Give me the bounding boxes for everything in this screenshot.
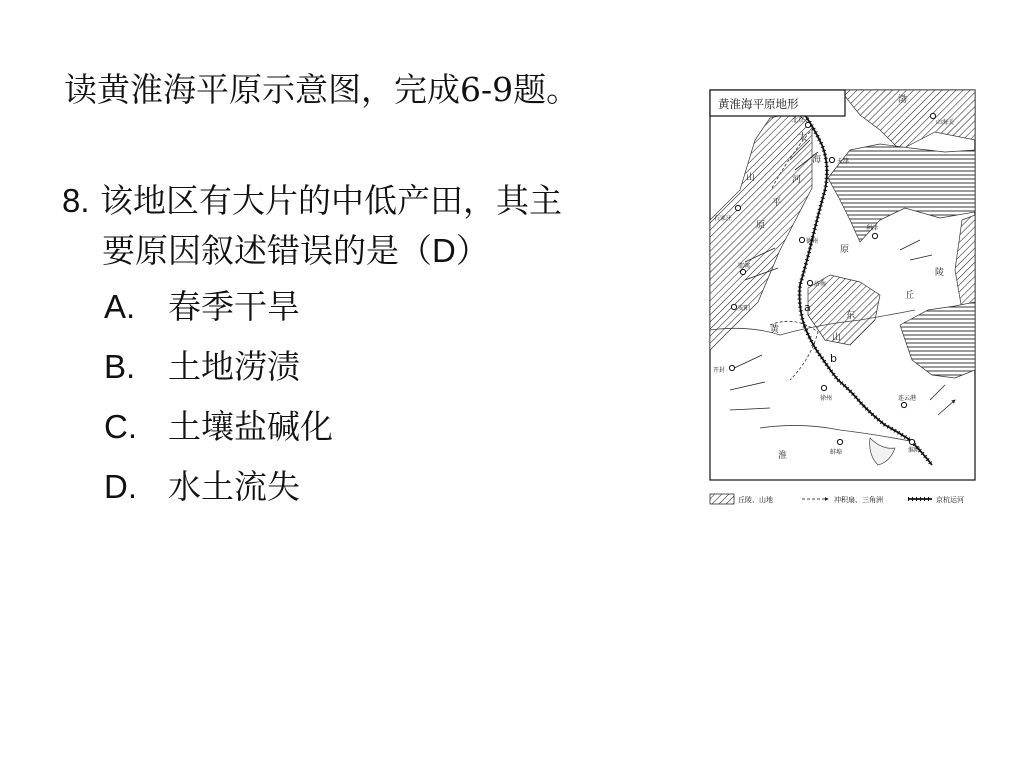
region-char-4: 原 — [756, 221, 766, 231]
region-char-8: 山 — [832, 333, 842, 343]
city-dot-kaifeng — [729, 365, 734, 370]
city-label-beijing: 北京 — [792, 117, 805, 124]
option-d-letter: D. — [104, 468, 137, 505]
city-label-dezhou: 德州 — [806, 238, 819, 245]
city-dot-tianjin — [829, 157, 834, 162]
region-char-12: 渤 — [898, 95, 908, 105]
region-char-3: 平 — [772, 198, 782, 208]
map-title: 黄淮海平原地形 — [718, 97, 799, 111]
city-dot-jinan — [807, 280, 812, 285]
question-number: 8. — [62, 182, 90, 219]
city-dot-beijing — [805, 122, 810, 127]
region-char-2: 河 — [792, 175, 802, 185]
option-d-text: 水土流失 — [168, 467, 300, 506]
city-label-lianyungang: 连云港 — [898, 395, 917, 402]
marker-a: a — [804, 301, 811, 314]
option-a-letter: A. — [104, 288, 136, 325]
option-b-text: 土地涝渍 — [168, 347, 300, 386]
city-dot-lianyungang — [901, 402, 906, 407]
region-char-10: 丘 — [905, 291, 915, 301]
map-figure — [700, 70, 990, 520]
city-label-kaifeng: 开封 — [713, 367, 726, 374]
intro-text: 读黄淮海平原示意图，完成6-9题。 — [64, 70, 580, 109]
region-char-1: 海 — [812, 155, 822, 165]
city-dot-huaiyin — [909, 439, 914, 444]
question-paren-close: ） — [455, 231, 489, 270]
option-c-letter: C. — [104, 408, 137, 445]
map-legend — [710, 494, 964, 504]
region-char-5: 黄 — [770, 325, 780, 335]
answer-options — [104, 282, 333, 522]
city-dot-shanhaiguan — [930, 113, 935, 118]
city-dot-handan — [740, 269, 745, 274]
city-dot-dezhou — [799, 237, 804, 242]
city-dot-lijin — [872, 233, 877, 238]
option-c — [104, 402, 333, 462]
city-label-jinan: 济南 — [814, 281, 827, 288]
city-label-lijin: 利津 — [866, 225, 879, 232]
question-line-1 — [62, 176, 562, 226]
city-dot-shijiazhuang — [735, 205, 740, 210]
question-text-line-2: 要原因叙述错误的是（ — [102, 231, 432, 270]
option-b — [104, 342, 333, 402]
city-label-xuzhou: 徐州 — [820, 395, 833, 402]
huanghuaihai-map — [700, 70, 990, 520]
region-char-9: 东 — [846, 311, 856, 321]
question-text-line-1: 该地区有大片的中低产田，其主 — [100, 181, 563, 220]
option-b-letter: B. — [104, 348, 136, 385]
legend-hills-swatch — [710, 494, 734, 504]
city-dot-xuzhou — [821, 385, 826, 390]
city-dot-anyang — [731, 304, 736, 309]
city-label-tianjin: 天津 — [837, 158, 850, 165]
option-a-text: 春季干旱 — [168, 287, 300, 326]
city-label-shanhaiguan: 山海关 — [936, 119, 955, 126]
city-label-bengbu: 蚌埠 — [830, 449, 843, 456]
city-label-shijiazhuang: 石家庄 — [714, 215, 733, 222]
city-label-huaiyin: 淮阴 — [908, 447, 921, 454]
question-answer: D — [432, 232, 456, 269]
option-d — [104, 462, 333, 522]
legend-hills-label: 丘陵、山地 — [738, 496, 773, 504]
region-char-11: 陵 — [935, 268, 945, 278]
region-char-7: 原 — [840, 245, 850, 255]
city-label-anyang: 安阳 — [738, 305, 751, 312]
legend-canal-label: 京杭运河 — [936, 496, 964, 504]
legend-fans-label: 冲积扇、三角洲 — [834, 496, 883, 504]
marker-b: b — [830, 352, 837, 365]
city-dot-bengbu — [837, 439, 842, 444]
region-char-13: 山 — [746, 173, 756, 183]
option-c-text: 土壤盐碱化 — [168, 407, 333, 446]
option-a — [104, 282, 333, 342]
region-char-6: 淮 — [778, 451, 788, 461]
question-stem — [62, 176, 562, 276]
city-label-handan: 邯郸 — [738, 263, 751, 270]
region-char-14: 太 — [798, 133, 808, 143]
question-line-2 — [62, 226, 562, 276]
